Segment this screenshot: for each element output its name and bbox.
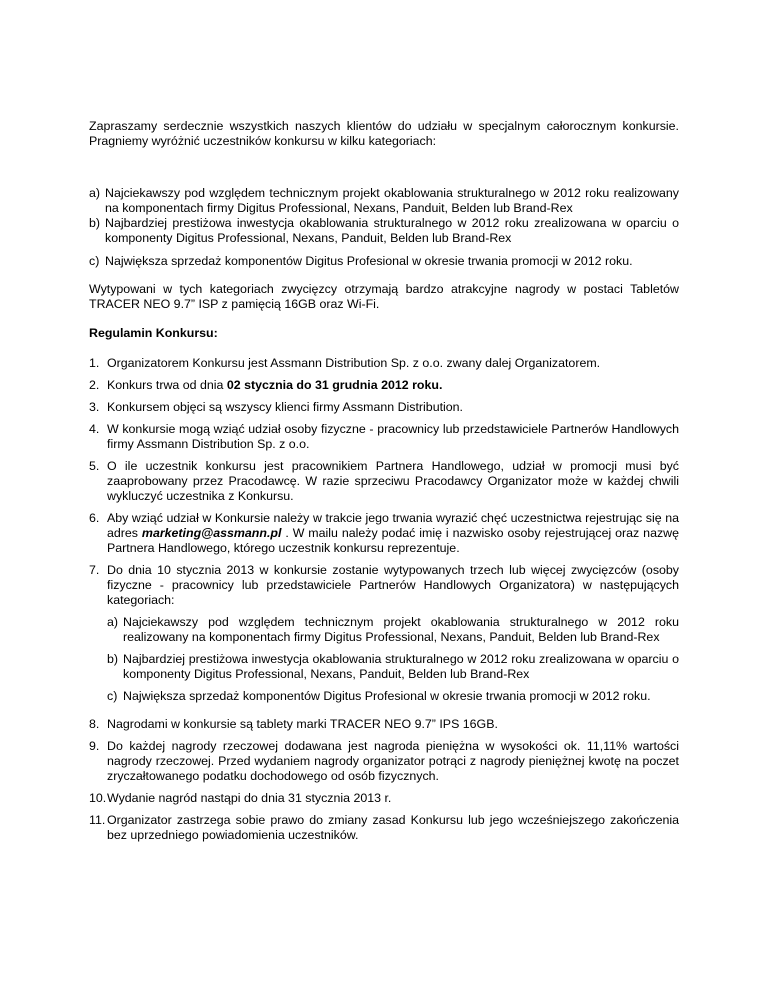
rule-item-1 xyxy=(89,356,679,371)
rule-item-11 xyxy=(89,813,679,843)
rules-list xyxy=(89,356,679,843)
category-item-b xyxy=(89,216,679,246)
category-marker: b) xyxy=(107,652,119,666)
category-text: Najciekawszy pod względem technicznym projekt okablowania strukturalnego w 2012 roku realizowany na komponentach firmy Digitus Professional, Nexans, Panduit, Belden lub Brand-Rex xyxy=(123,615,679,644)
rule-number: 3. xyxy=(89,400,100,414)
rule-item-9 xyxy=(89,739,679,784)
rule-categories-list xyxy=(107,615,679,704)
rule-text-part: . W mailu należy podać imię i nazwisko osoby rejestrującej oraz nazwę Partnera Handlowego, którego uczestnik konkursu reprezentuje. xyxy=(107,526,679,555)
category-marker: b) xyxy=(89,216,101,230)
rule-number: 4. xyxy=(89,422,100,436)
rule-item-3 xyxy=(89,400,679,415)
rule-number: 2. xyxy=(89,378,100,392)
rule-number: 7. xyxy=(89,563,100,577)
rule-text: Do dnia 10 stycznia 2013 w konkursie zostanie wytypowanych trzech lub więcej zwycięzców (osoby fizyczne - pracownicy lub przedstawiciele Partnerów Handlowych Organizatora) w następujących kategoriach: xyxy=(107,563,679,607)
rule-category-c xyxy=(107,689,679,704)
rule-item-4 xyxy=(89,422,679,452)
rule-number: 1. xyxy=(89,356,100,370)
rule-text: O ile uczestnik konkursu jest pracownikiem Partnera Handlowego, udział w promocji musi być zaaprobowany przez Pracodawcę. W razie sprzeciwu Pracodawcy Organizator może w każdej chwili wykluczyć uczestnika z Konkursu. xyxy=(107,459,679,503)
rule-item-2 xyxy=(89,378,679,393)
category-text: Najbardziej prestiżowa inwestycja okablowania strukturalnego w 2012 roku zrealizowana w oparciu o komponenty Digitus Professional, Nexans, Panduit, Belden lub Brand-Rex xyxy=(123,652,679,681)
rule-text xyxy=(107,511,679,556)
rule-number: 9. xyxy=(89,739,100,753)
rule-text: Organizator zastrzega sobie prawo do zmiany zasad Konkursu lub jego wcześniejszego zakończenia bez uprzedniego powiadomienia uczestników. xyxy=(107,813,679,842)
category-text: Największa sprzedaż komponentów Digitus Profesional w okresie trwania promocji w 2012 roku. xyxy=(105,254,633,268)
category-item-a xyxy=(89,186,679,216)
category-text: Najbardziej prestiżowa inwestycja okablowania strukturalnego w 2012 roku zrealizowana w oparciu o komponenty Digitus Professional, Nexans, Panduit, Belden lub Brand-Rex xyxy=(105,216,679,245)
rule-item-5 xyxy=(89,459,679,504)
email-link[interactable]: marketing@assmann.pl xyxy=(141,526,282,540)
category-marker: a) xyxy=(107,615,119,629)
rule-text xyxy=(107,378,679,393)
intro-paragraph: Zapraszamy serdecznie wszystkich naszych klientów do udziału w specjalnym całorocznym konkursie. Pragniemy wyróżnić uczestników konkursu w kilku kategoriach: xyxy=(89,119,679,148)
rule-text-part: Konkurs trwa od dnia xyxy=(107,378,227,392)
rule-body xyxy=(107,563,679,710)
rule-number: 11. xyxy=(89,813,106,827)
rule-text: Do każdej nagrody rzeczowej dodawana jest nagroda pieniężna w wysokości ok. 11,11% wartości nagrody rzeczowej. Przed wydaniem nagrody organizator potrąci z nagrody pieniężnej kwotę na poczet zryczałtowanego podatku dochodowego od osób fizycznych. xyxy=(107,739,679,783)
rule-item-8 xyxy=(89,717,679,732)
rule-text: Organizatorem Konkursu jest Assmann Distribution Sp. z o.o. zwany dalej Organizatorem. xyxy=(107,356,601,370)
category-marker: c) xyxy=(107,689,118,703)
rule-text: Wydanie nagród nastąpi do dnia 31 stycznia 2013 r. xyxy=(107,791,392,805)
category-text: Największa sprzedaż komponentów Digitus Profesional w okresie trwania promocji w 2012 roku. xyxy=(123,689,651,703)
rule-item-10 xyxy=(89,791,679,806)
rule-text: Konkursem objęci są wszyscy klienci firmy Assmann Distribution. xyxy=(107,400,464,414)
rules-heading: Regulamin Konkursu: xyxy=(89,326,218,340)
rule-number: 6. xyxy=(89,511,100,525)
rule-number: 8. xyxy=(89,717,100,731)
rule-item-6 xyxy=(89,511,679,556)
categories-list xyxy=(89,186,679,269)
prize-paragraph: Wytypowani w tych kategoriach zwycięzcy otrzymają bardzo atrakcyjne nagrody w postaci Tabletów TRACER NEO 9.7” ISP z pamięcią 16GB oraz Wi-Fi. xyxy=(89,282,679,311)
rule-text-part: Aby wziąć udział w Konkursie należy w trakcie jego trwania wyrazić chęć uczestnictwa rejestrując się na adres xyxy=(107,511,679,540)
rule-number: 10. xyxy=(89,791,107,805)
rule-text: W konkursie mogą wziąć udział osoby fizyczne - pracownicy lub przedstawiciele Partnerów Handlowych firmy Assmann Distribution Sp. z o.o. xyxy=(107,422,679,451)
rule-category-a xyxy=(107,615,679,645)
rule-text: Nagrodami w konkursie są tablety marki TRACER NEO 9.7” IPS 16GB. xyxy=(107,717,498,731)
rule-number: 5. xyxy=(89,459,100,473)
category-marker: a) xyxy=(89,186,101,200)
rule-date-range: 02 stycznia do 31 grudnia 2012 roku. xyxy=(226,378,443,392)
category-item-c xyxy=(89,254,679,269)
rule-item-7 xyxy=(89,563,679,710)
category-text: Najciekawszy pod względem technicznym projekt okablowania strukturalnego w 2012 roku realizowany na komponentach firmy Digitus Professional, Nexans, Panduit, Belden lub Brand-Rex xyxy=(105,186,679,215)
rule-category-b xyxy=(107,652,679,682)
category-marker: c) xyxy=(89,254,100,268)
